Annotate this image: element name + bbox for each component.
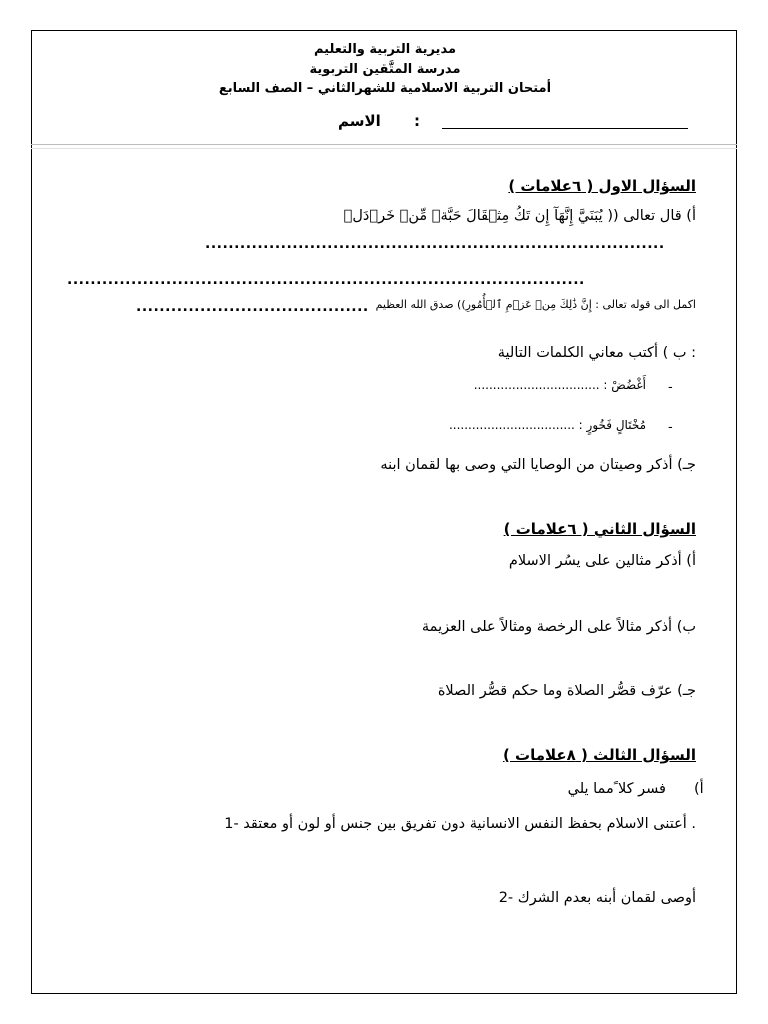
q2-b-text: ب) أذكر مثالاً على الرخصة ومثالاً على العزيمة — [421, 619, 696, 635]
q1-answer-dots-2[interactable]: ......................................................................................... — [67, 272, 585, 288]
q3-a-text: فسر كلا ًمما يلي — [567, 781, 666, 797]
q3-title: السؤال الثالث ( ٨علامات ) — [502, 746, 696, 764]
q3-item1: . أعتنى الاسلام بحفظ النفس الانسانية دون تفريق بين جنس أو لون أو معتقد -1 — [224, 816, 696, 832]
q2-c-text: جـ) عرّف قصُّر الصلاة وما حكم قصُّر الصلاة — [437, 683, 696, 699]
q2-a-text: أ) أذكر مثالين على يسُر الاسلام — [508, 553, 696, 569]
q1-word2-dash: - — [668, 420, 673, 435]
q1-complete-dots[interactable]: ........................................ — [136, 299, 369, 315]
q1-a-text: أ) قال تعالى (( يُبَنَيَّ إِنَّهَآ إِن تَكُ مِثۡقَالَ حَبَّةٖ مِّنۡ خَرۡدَلٖ — [343, 208, 696, 224]
q1-complete-text: اكمل الى قوله تعالى : إِنَّ ذَٰلِكَ مِنۡ عَزۡمِ ٱلۡأُمُورِ)) صدق الله العظيم — [375, 298, 696, 311]
q1-word1-dash: - — [668, 380, 673, 395]
q3-a-label: أ) — [694, 781, 704, 797]
school-title: مدرسة المتَّقين التربوية — [309, 62, 461, 77]
q1-b-text: : ب ) أكتب معاني الكلمات التالية — [497, 345, 696, 361]
header-divider-shadow — [31, 148, 737, 149]
name-label: الاسم — [338, 112, 381, 130]
q1-answer-dots-1[interactable]: ............................................................................... — [205, 236, 665, 252]
name-colon: : — [414, 112, 420, 130]
exam-title: أمتحان التربية الاسلامية للشهرالثاني – الصف السابع — [218, 81, 552, 96]
q1-word1: أَغْضُضْ : ................................. — [473, 378, 646, 392]
q1-title: السؤال الاول ( ٦علامات ) — [508, 177, 696, 195]
q1-c-text: جـ) أذكر وصيتان من الوصايا التي وصى بها لقمان ابنه — [380, 457, 696, 473]
page-border — [31, 30, 737, 994]
q2-title: السؤال الثاني ( ٦علامات ) — [503, 520, 696, 538]
q3-item2: أوصى لقمان أبنه بعدم الشرك -2 — [498, 890, 696, 906]
header-divider — [31, 144, 737, 145]
q1-word2: مُخْتَالٍ فَخُورٍ : ................................. — [448, 418, 646, 432]
directorate-title: مديرية التربية والتعليم — [313, 42, 457, 57]
name-field-line[interactable] — [442, 128, 688, 129]
